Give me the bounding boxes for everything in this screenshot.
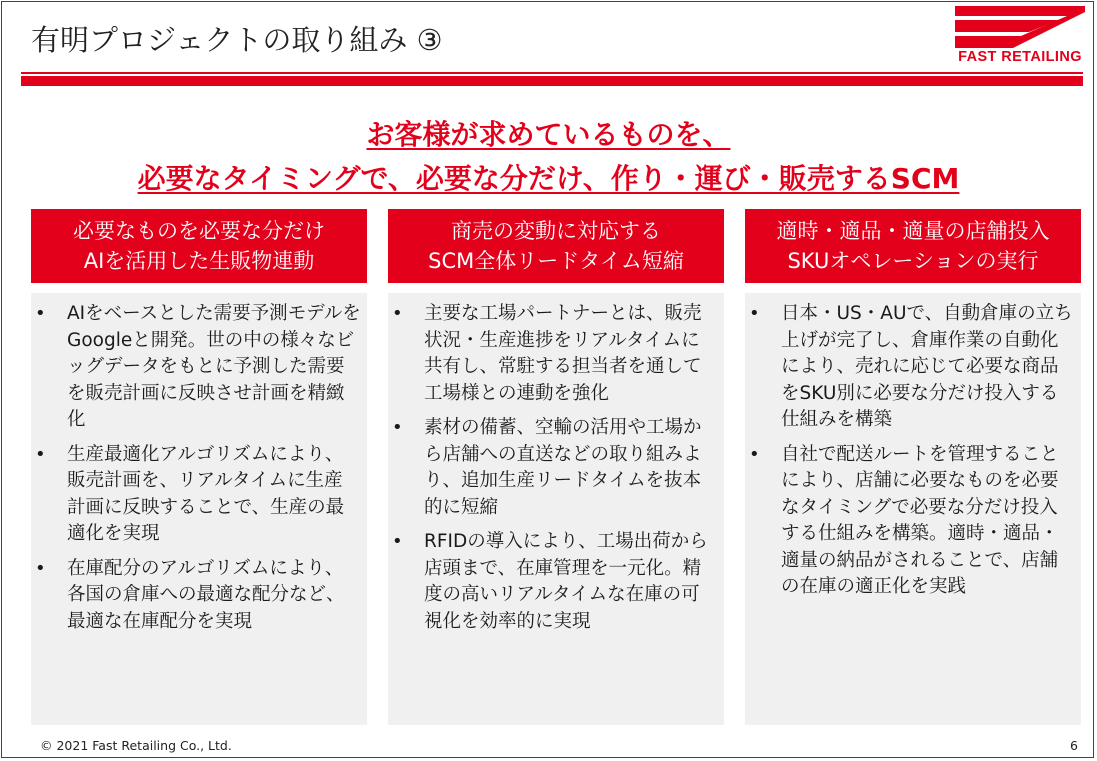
column-body-sku xyxy=(745,293,1081,725)
list-item xyxy=(745,301,1081,434)
column-heading-ai xyxy=(31,209,367,283)
list-item xyxy=(31,442,367,548)
brand-name: FAST RETAILING xyxy=(958,49,1082,65)
header-rule-thick xyxy=(21,76,1083,86)
bullet-icon: • xyxy=(392,303,403,324)
column-body-scm xyxy=(388,293,724,725)
bullet-list xyxy=(388,301,724,635)
page-title: 有明プロジェクトの取り組み ③ xyxy=(31,23,443,57)
copyright: © 2021 Fast Retailing Co., Ltd. xyxy=(40,738,232,753)
column-heading-sku xyxy=(745,209,1081,283)
column-heading-line: SCM全体リードタイム短縮 xyxy=(428,249,684,273)
list-item xyxy=(388,415,724,521)
bullet-text: RFIDの導入により、工場出荷から店頭まで、在庫管理を一元化。精度の高いリアルタイムな在庫の可視化を効率的に実現 xyxy=(424,531,708,632)
bullet-text: 素材の備蓄、空輸の活用や工場から店舗への直送などの取り組みより、追加生産リードタイムを抜本的に短縮 xyxy=(424,417,702,518)
column-heading-line: 必要なものを必要な分だけ xyxy=(73,219,325,243)
bullet-icon: • xyxy=(35,303,46,324)
headline-line-2: 必要なタイミングで、必要な分だけ、作り・運び・販売するSCM xyxy=(137,162,960,195)
column-heading-line: SKUオペレーションの実行 xyxy=(787,249,1039,273)
bullet-text: AIをベースとした需要予測モデルをGoogleと開発。世の中の様々なビッグデータをもとに予測した需要を販売計画に反映させ計画を精緻化 xyxy=(67,303,361,430)
bullet-icon: • xyxy=(35,557,46,579)
column-heading-line: 商売の変動に対応する xyxy=(451,219,661,243)
column-heading-scm xyxy=(388,209,724,283)
bullet-icon: • xyxy=(749,303,760,324)
list-item xyxy=(388,301,724,407)
list-item xyxy=(31,556,367,636)
bullet-icon: • xyxy=(392,417,403,438)
list-item xyxy=(31,301,367,434)
bullet-text: 在庫配分のアルゴリズムにより、各国の倉庫への最適な配分など、最適な在庫配分を実現 xyxy=(67,557,345,632)
bullet-list xyxy=(31,301,367,635)
list-item xyxy=(388,529,724,635)
bullet-icon: • xyxy=(35,443,46,465)
bullet-text: 生産最適化アルゴリズムにより、販売計画を、リアルタイムに生産計画に反映することで、生産の最適化を実現 xyxy=(67,443,345,544)
bullet-list xyxy=(745,301,1081,601)
header-rule-thin xyxy=(21,72,1083,74)
bullet-text: 主要な工場パートナーとは、販売状況・生産進捗をリアルタイムに共有し、常駐する担当者を通して工場様との連動を強化 xyxy=(424,303,702,404)
bullet-icon: • xyxy=(749,443,760,465)
bullet-text: 自社で配送ルートを管理することにより、店舗に必要なものを必要なタイミングで必要な分だけ投入する仕組みを構築。適時・適品・適量の納品がされることで、店舗の在庫の適正化を実践 xyxy=(781,443,1059,597)
column-body-ai xyxy=(31,293,367,725)
bullet-icon: • xyxy=(392,531,403,552)
list-item xyxy=(745,442,1081,601)
column-heading-line: AIを活用した生販物連動 xyxy=(83,249,315,273)
page-number: 6 xyxy=(1070,738,1078,753)
column-heading-line: 適時・適品・適量の店舗投入 xyxy=(776,219,1050,243)
headline-line-1: お客様が求めているものを、 xyxy=(366,118,731,151)
bullet-text: 日本・US・AUで、自動倉庫の立ち上げが完了し、倉庫作業の自動化により、売れに応じて必要な商品をSKU別に必要な分だけ投入する仕組みを構築 xyxy=(781,303,1073,430)
